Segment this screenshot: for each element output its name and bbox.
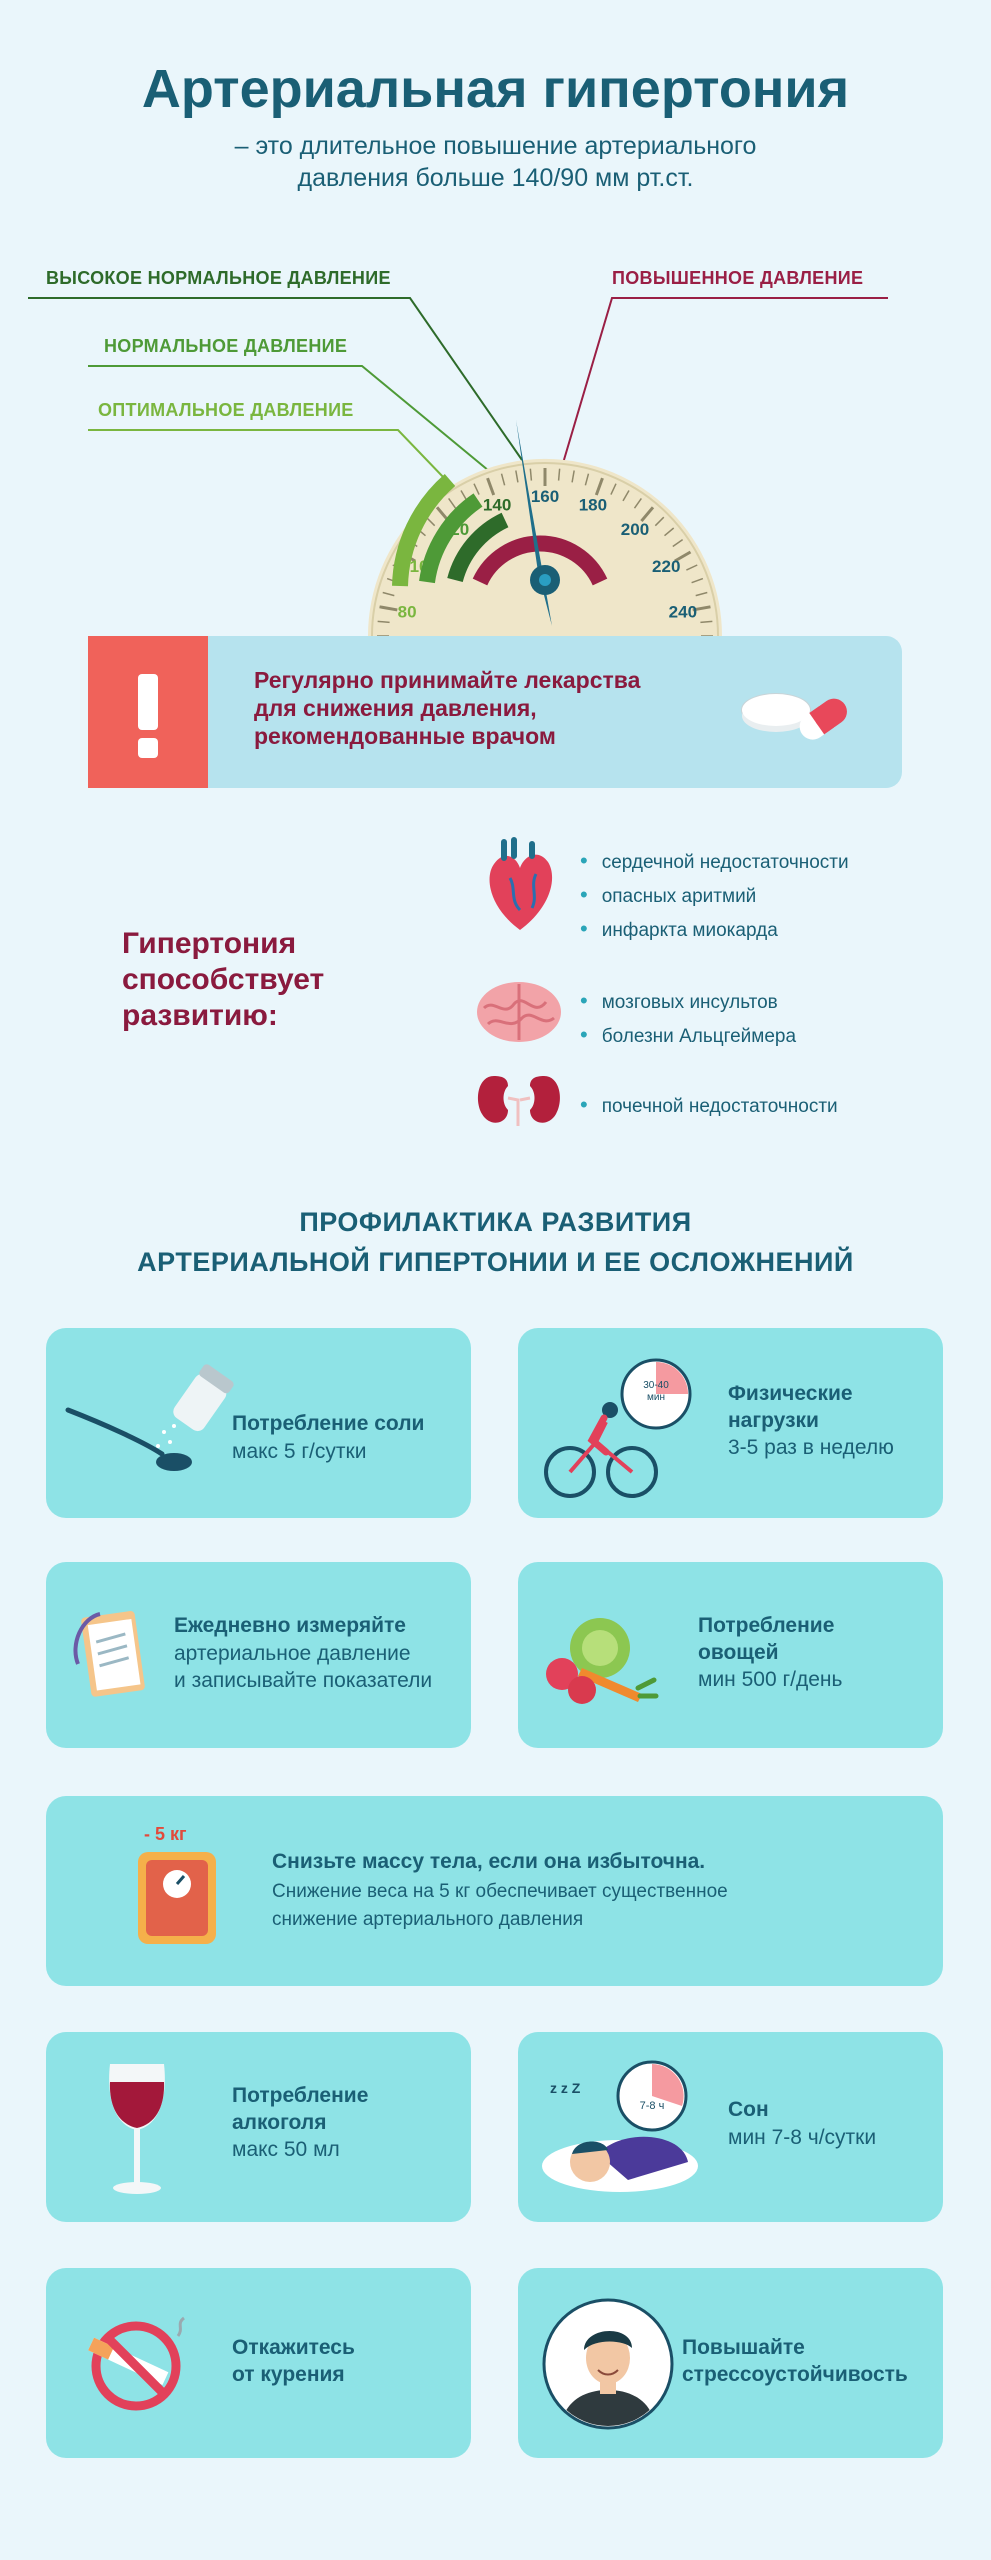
label-high-normal: ВЫСОКОЕ НОРМАЛЬНОЕ ДАВЛЕНИЕ bbox=[46, 268, 391, 288]
gauge-tick bbox=[559, 469, 560, 481]
gauge-tick bbox=[378, 621, 390, 622]
gauge-tick-label: 240 bbox=[668, 602, 698, 622]
salt-title: Потребление соли bbox=[232, 1412, 425, 1435]
exercise-timer bbox=[636, 1380, 676, 1404]
label-normal: НОРМАЛЬНОЕ ДАВЛЕНИЕ bbox=[104, 336, 348, 356]
smoking-title-line1: Откажитесь bbox=[232, 2336, 355, 2359]
wine-glass-icon bbox=[102, 2060, 172, 2200]
alert-text-line1: Регулярно принимайте лекарства bbox=[254, 667, 641, 693]
effect-alzheimer: • болезни Альцгеймера bbox=[580, 1022, 796, 1048]
card-salt bbox=[46, 1328, 471, 1518]
gauge-tick-label: 120 bbox=[440, 519, 470, 539]
effects-title-line1: Гипертония bbox=[122, 927, 297, 960]
heart-icon bbox=[480, 838, 560, 938]
gauge-tick-label: 220 bbox=[652, 557, 681, 576]
pills-icon bbox=[736, 666, 866, 766]
gauge-tick-label: 80 bbox=[397, 602, 417, 622]
gauge-hub-center bbox=[539, 574, 551, 586]
blood-pressure-gauge bbox=[0, 250, 991, 640]
medication-alert bbox=[88, 636, 902, 788]
measure-text-line2: и записывайте показатели bbox=[174, 1669, 433, 1692]
alert-text-line3: рекомендованные врачом bbox=[254, 723, 556, 749]
card-vegetables bbox=[518, 1562, 943, 1748]
salt-shaker-icon bbox=[64, 1362, 234, 1482]
subtitle-line2: давления больше 140/90 мм рт.ст. bbox=[297, 164, 694, 192]
effect-heart-failure: • сердечной недостаточности bbox=[580, 848, 849, 874]
no-smoking-icon bbox=[80, 2316, 200, 2416]
exercise-title bbox=[728, 1380, 853, 1434]
page-title: Артериальная гипертония bbox=[141, 59, 850, 119]
card-sleep bbox=[518, 2032, 943, 2222]
exercise-title-line1: Физические bbox=[728, 1382, 853, 1405]
card-exercise bbox=[518, 1328, 943, 1518]
alcohol-title-line2: алкоголя bbox=[232, 2111, 327, 2134]
optimal-leader-line bbox=[88, 430, 470, 505]
vegetables-icon bbox=[542, 1608, 662, 1708]
vegetables-title-line1: Потребление bbox=[698, 1614, 835, 1637]
alcohol-title bbox=[232, 2082, 368, 2136]
effects-title-line2: способствует bbox=[122, 963, 325, 996]
card-measure bbox=[46, 1562, 471, 1748]
page-subtitle bbox=[0, 130, 991, 194]
measure-title: Ежедневно измеряйте bbox=[174, 1614, 406, 1637]
cyclist-icon bbox=[540, 1356, 710, 1501]
gauge-tick-label: 180 bbox=[578, 495, 608, 515]
smoking-title-line2: от курения bbox=[232, 2363, 345, 2386]
label-elevated: ПОВЫШЕННОЕ ДАВЛЕНИЕ bbox=[612, 268, 864, 288]
stress-title-line2: стрессоустойчивость bbox=[682, 2363, 908, 2386]
gauge-tick bbox=[530, 469, 531, 481]
effect-kidney-failure: • почечной недостаточности bbox=[580, 1092, 838, 1118]
weight-text-line1: Снижение веса на 5 кг обеспечивает существенное bbox=[272, 1881, 728, 1902]
kidneys-icon bbox=[474, 1070, 564, 1130]
prevention-title-line2: АРТЕРИАЛЬНОЙ ГИПЕРТОНИИ И ЕЕ ОСЛОЖНЕНИЙ bbox=[137, 1247, 854, 1277]
effects-title-line3: развитию: bbox=[122, 999, 278, 1032]
prevention-title-line1: ПРОФИЛАКТИКА РАЗВИТИЯ bbox=[299, 1207, 692, 1237]
effect-stroke: • мозговых инсультов bbox=[580, 988, 778, 1014]
weight-title: Снизьте массу тела, если она избыточна. bbox=[272, 1850, 706, 1873]
subtitle-line1: – это длительное повышение артериального bbox=[234, 132, 757, 160]
vegetables-title bbox=[698, 1612, 834, 1666]
exercise-timer-line2: мин bbox=[647, 1392, 665, 1403]
weight-badge: - 5 кг bbox=[144, 1824, 187, 1844]
gauge-tick-label: 200 bbox=[620, 519, 650, 539]
elevated-leader-line bbox=[558, 298, 888, 480]
card-weight bbox=[46, 1796, 943, 1986]
gauge-tick bbox=[700, 621, 712, 622]
measure-text bbox=[174, 1640, 432, 1694]
alert-text-line2: для снижения давления, bbox=[254, 695, 537, 721]
exercise-title-line2: нагрузки bbox=[728, 1409, 819, 1432]
card-stress bbox=[518, 2268, 943, 2458]
weight-text-line2: снижение артериального давления bbox=[272, 1909, 584, 1930]
brain-icon bbox=[474, 978, 564, 1048]
sleep-zzz: z z Z bbox=[550, 2080, 581, 2096]
alcohol-title-line1: Потребление bbox=[232, 2084, 369, 2107]
salt-text: макс 5 г/сутки bbox=[232, 1440, 367, 1463]
vegetables-text: мин 500 г/день bbox=[698, 1668, 843, 1691]
effects-title bbox=[122, 926, 382, 1034]
stress-title bbox=[682, 2334, 908, 2388]
gauge-tick-label: 140 bbox=[482, 495, 512, 515]
card-alcohol bbox=[46, 2032, 471, 2222]
clipboard-icon bbox=[72, 1604, 152, 1704]
normal-leader-line bbox=[88, 366, 500, 480]
card-smoking bbox=[46, 2268, 471, 2458]
scale-icon bbox=[136, 1850, 218, 1946]
measure-text-line1: артериальное давление bbox=[174, 1642, 411, 1665]
alert-text bbox=[254, 666, 684, 750]
weight-text bbox=[272, 1878, 728, 1934]
alcohol-text: макс 50 мл bbox=[232, 2138, 340, 2161]
prevention-title bbox=[0, 1202, 991, 1282]
vegetables-title-line2: овощей bbox=[698, 1641, 779, 1664]
stress-title-line1: Повышайте bbox=[682, 2336, 805, 2359]
sleeping-person-icon bbox=[532, 2058, 702, 2198]
effect-arrhythmia: • опасных аритмий bbox=[580, 882, 756, 908]
gauge-tick-label: 100 bbox=[409, 557, 438, 576]
label-optimal: ОПТИМАЛЬНОЕ ДАВЛЕНИЕ bbox=[98, 400, 354, 420]
exercise-timer-line1: 30-40 bbox=[643, 1380, 669, 1391]
exclamation-icon bbox=[88, 636, 208, 788]
gauge-tick-label: 160 bbox=[530, 487, 560, 506]
exercise-text: 3-5 раз в неделю bbox=[728, 1436, 894, 1459]
sleep-timer: 7-8 ч bbox=[639, 2100, 665, 2112]
smoking-title bbox=[232, 2334, 355, 2388]
sleep-title: Сон bbox=[728, 2098, 769, 2121]
alert-icon-panel bbox=[88, 636, 208, 788]
calm-person-icon bbox=[540, 2296, 676, 2432]
sleep-text: мин 7-8 ч/сутки bbox=[728, 2126, 877, 2149]
effect-myocardial-infarction: • инфаркта миокарда bbox=[580, 916, 778, 942]
